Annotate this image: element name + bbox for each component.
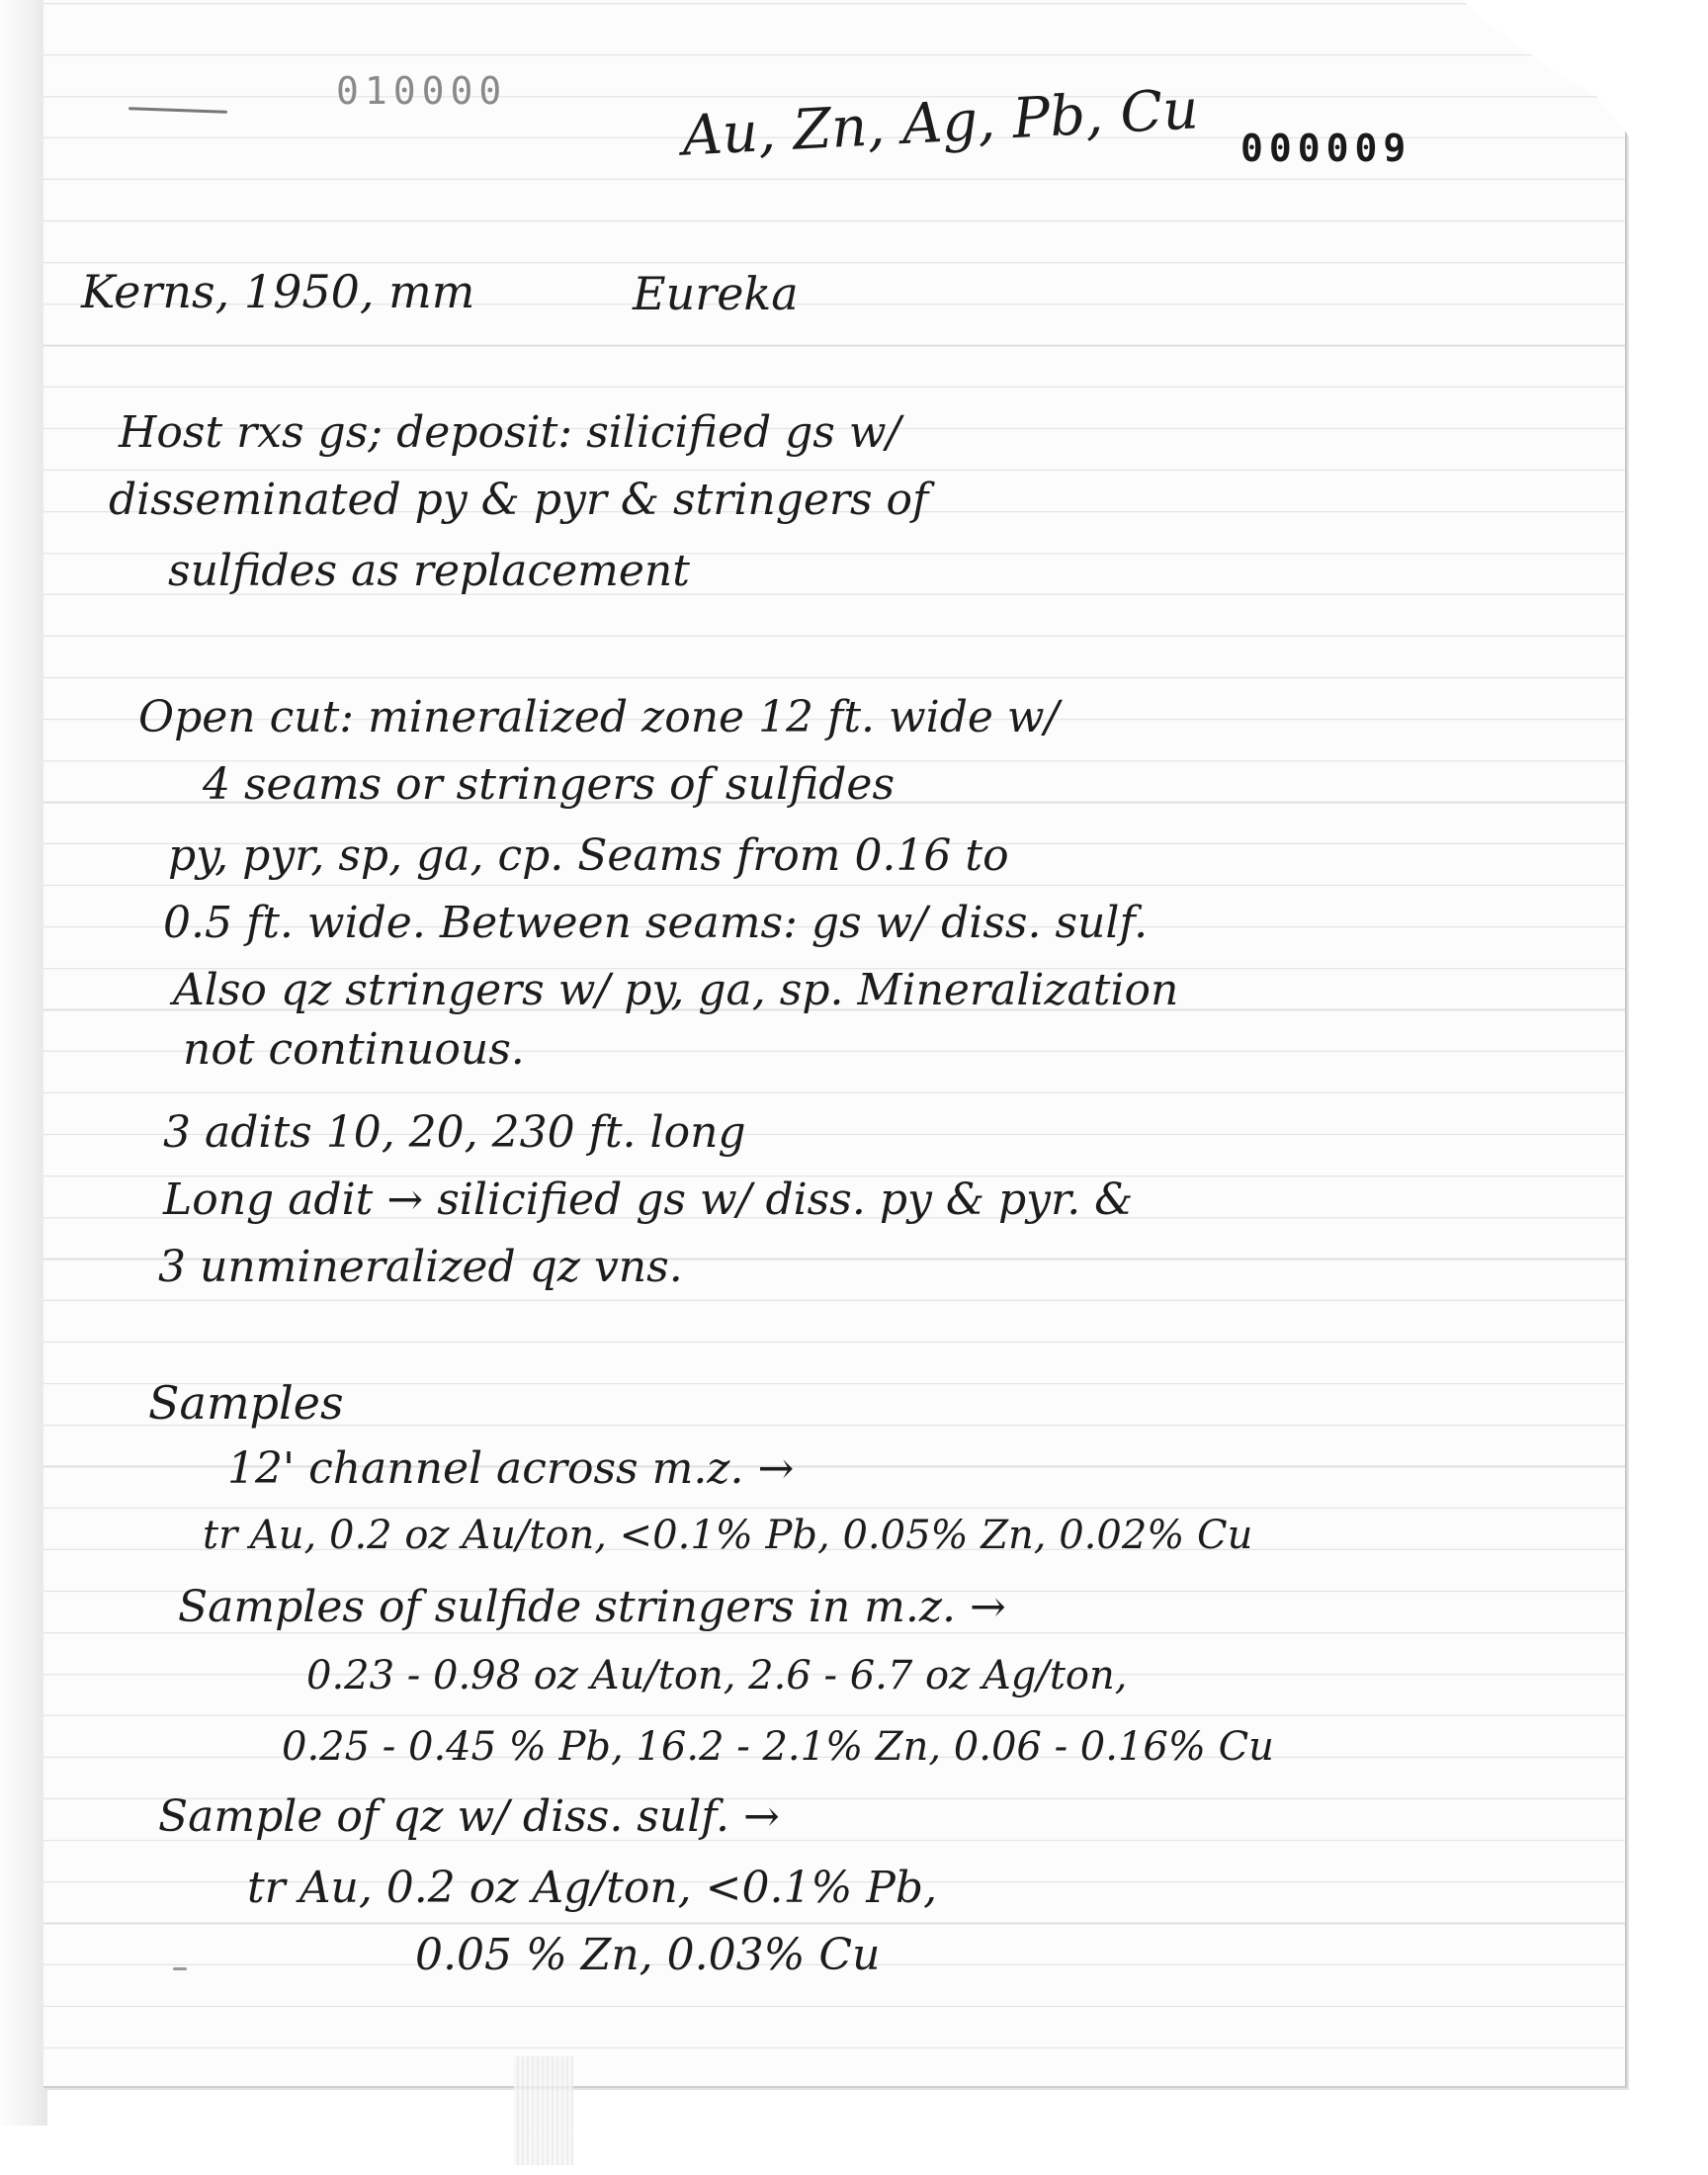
sample-line: 0.23 - 0.98 oz Au/ton, 2.6 - 6.7 oz Ag/ton, [306, 1653, 1128, 1698]
note-line: Also qz stringers w/ py, ga, sp. Mineralization [173, 965, 1179, 1015]
note-line: 3 unmineralized qz vns. [158, 1242, 683, 1292]
note-line: 0.5 ft. wide. Between seams: gs w/ diss. sulf. [163, 898, 1149, 948]
sample-line: tr Au, 0.2 oz Au/ton, <0.1% Pb, 0.05% Zn, 0.02% Cu [203, 1513, 1253, 1558]
stray-pen-tick [173, 1967, 187, 1970]
page-stamp-number: 000009 [1240, 127, 1412, 170]
scan-edge [0, 0, 47, 2126]
sample-line: 0.25 - 0.45 % Pb, 16.2 - 2.1% Zn, 0.06 - 0.16% Cu [282, 1724, 1274, 1770]
scanner-streak [514, 2056, 573, 2165]
note-line: Long adit → silicified gs w/ diss. py & pyr. & [163, 1174, 1134, 1225]
note-line: sulfides as replacement [168, 546, 690, 596]
note-line: py, pyr, sp, ga, cp. Seams from 0.16 to [168, 830, 1009, 881]
page-stamp-faint: 010000 [336, 69, 508, 113]
sample-line: 0.05 % Zn, 0.03% Cu [415, 1930, 881, 1980]
commodity-list: Au, Zn, Ag, Pb, Cu [680, 77, 1200, 169]
note-line: Open cut: mineralized zone 12 ft. wide w/ [138, 692, 1060, 742]
sample-line: 12' channel across m.z. → [227, 1443, 795, 1494]
note-line: 4 seams or stringers of sulfides [203, 759, 896, 810]
sample-line: Sample of qz w/ diss. sulf. → [158, 1791, 780, 1842]
samples-heading: Samples [148, 1376, 344, 1430]
note-line: not continuous. [183, 1024, 525, 1075]
sample-line: tr Au, 0.2 oz Ag/ton, <0.1% Pb, [247, 1863, 938, 1913]
note-line: Host rxs gs; deposit: silicified gs w/ [119, 407, 901, 458]
note-line: 3 adits 10, 20, 230 ft. long [163, 1107, 746, 1158]
reference-location: Eureka [633, 267, 799, 320]
reference-source: Kerns, 1950, mm [81, 265, 475, 318]
sample-line: Samples of sulfide stringers in m.z. → [178, 1582, 1006, 1632]
note-line: disseminated py & pyr & stringers of [109, 475, 929, 525]
